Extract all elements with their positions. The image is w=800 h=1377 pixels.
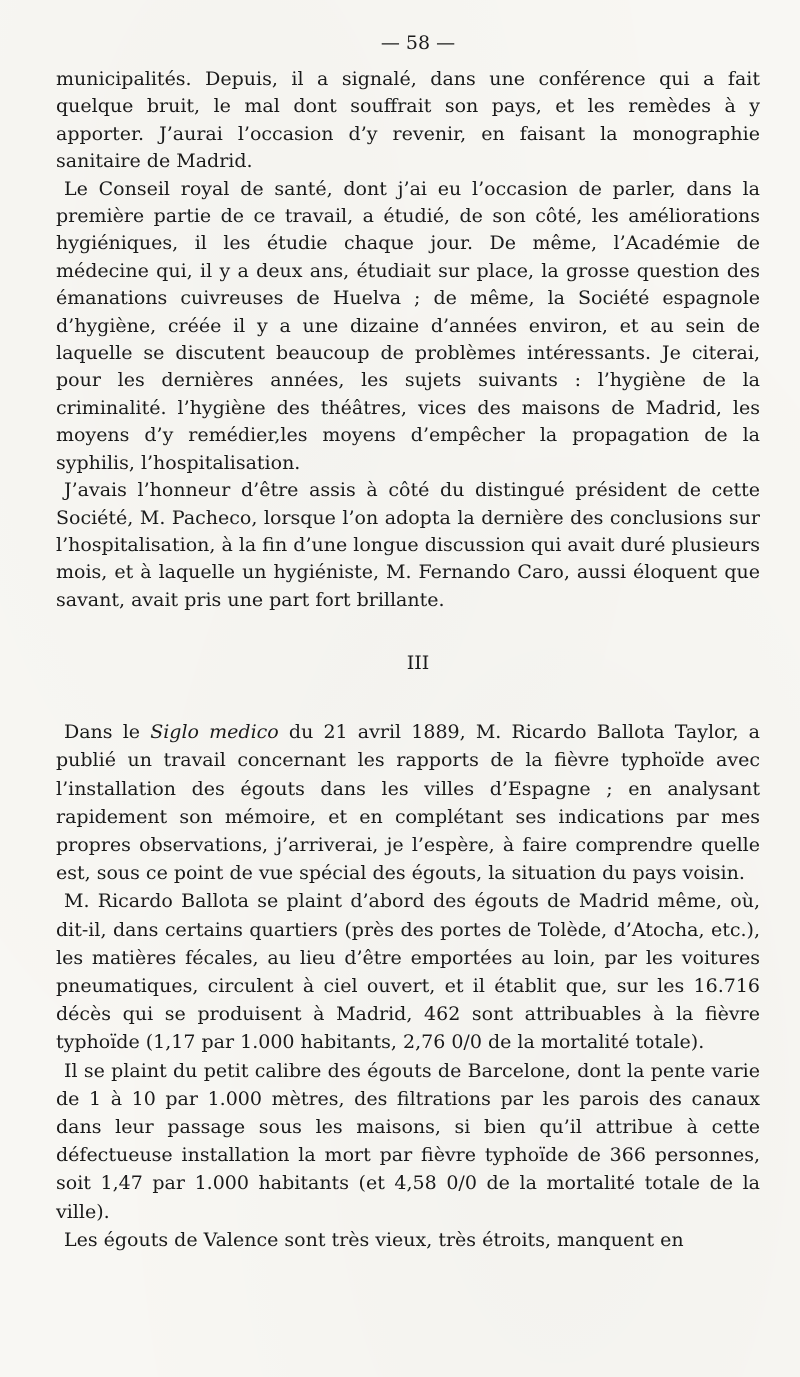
paragraph-4-italic-title: Siglo medico <box>150 721 279 744</box>
page-number: — 58 — <box>380 32 456 54</box>
paragraph-6: Il se plaint du petit calibre des égouts de Barcelone, dont la pente varie de 1 à 10 par 1.000 mètres, des filtrations par les parois des canaux dans leur passage sous les maisons, si bien qu’il attribue à cette défectueuse installation la mort par fièvre typhoïde de 366 personnes, soit 1,47 par 1.000 habitants (et 4,58 0/0 de la mortalité totale de la ville). <box>56 1059 760 1223</box>
paragraph-3: J’avais l’honneur d’être assis à côté du distingué président de cette Société, M. Pacheco, lorsque l’on adopta la dernière des conclusions sur l’hospitalisation, à la fin d’une longue discussion qui avait duré plusieurs mois, et à laquelle un hygiéniste, M. Fernando Caro, aussi éloquent que savant, avait pris une part fort brillante. <box>56 479 760 611</box>
paragraph-5: M. Ricardo Ballota se plaint d’abord des égouts de Madrid même, où, dit-il, dans certains quartiers (près des portes de Tolède, d’Atocha, etc.), les matières fécales, au lieu d’être emportées au loin, par les voitures pneumatiques, circulent à ciel ouvert, et il établit que, sur les 16.716 décès qui se produisent à Madrid, 462 sont attribuables à la fièvre typhoïde (1,17 par 1.000 habitants, 2,76 0/0 de la mortalité totale). <box>56 890 760 1054</box>
paragraph-1: municipalités. Depuis, il a signalé, dans une conférence qui a fait quelque bruit, le mal dont souffrait son pays, et les remèdes à y apporter. J’aurai l’occasion d’y revenir, en faisant la monographie sanitaire de Madrid. <box>56 68 760 173</box>
paragraph-7: Les égouts de Valence sont très vieux, très étroits, manquent en <box>64 1228 684 1251</box>
paragraph-4-after: du 21 avril 1889, M. Ricardo Ballota Taylor, a publié un travail concernant les rapports de la fièvre typhoïde avec l’installation des égouts dans les villes d’Espagne ; en analysant rapidement son mémoire, et en complétant ses indications par mes propres observations, j’arriverai, je l’espère, à faire comprendre quelle est, sous ce point de vue spécial des égouts, la situation du pays voisin. <box>56 721 761 885</box>
section-heading: III <box>406 652 430 675</box>
paragraph-4-before: Dans le <box>64 721 151 744</box>
paragraph-4 <box>56 718 760 887</box>
paragraph-2: Le Conseil royal de santé, dont j’ai eu l’occasion de parler, dans la première partie de ce travail, a étudié, de son côté, les améliorations hygiéniques, il les étudie chaque jour. De même, l’Académie de médecine qui, il y a deux ans, étudiait sur place, la grosse question des émanations cuivreuses de Huelva ; de même, la Société espagnole d’hygiène, créée il y a une dizaine d’années environ, et au sein de laquelle se discutent beaucoup de problèmes intéressants. Je citerai, pour les dernières années, les sujets suivants : l’hygiène de la criminalité. l’hygiène des théâtres, vices des maisons de Madrid, les moyens d’y remédier,les moyens d’empêcher la propagation de la syphilis, l’hospitalisation. <box>56 177 760 474</box>
